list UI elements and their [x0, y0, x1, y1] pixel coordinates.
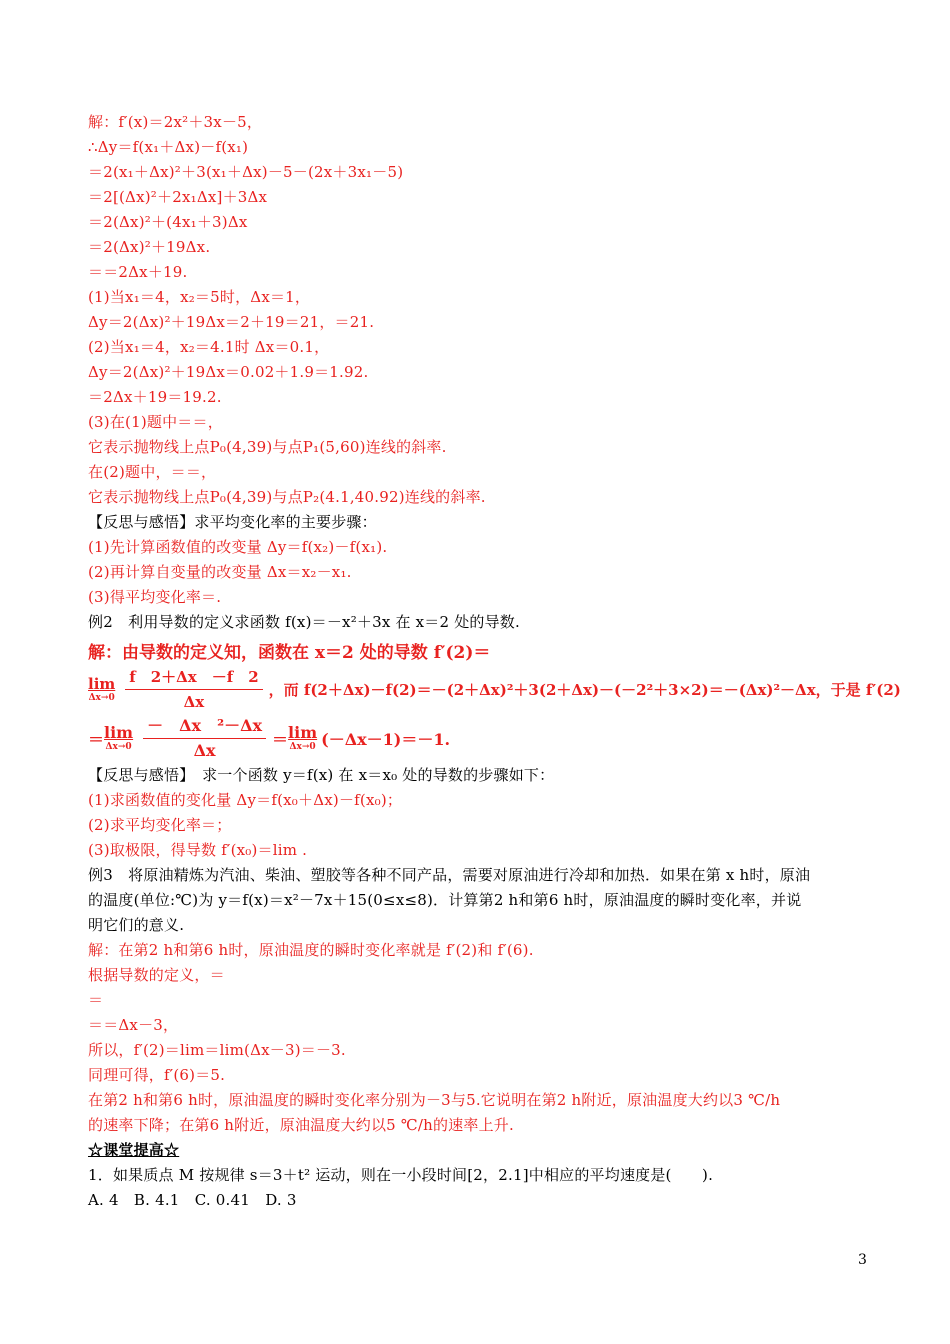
example3-solution-line: ＝＝Δx－3，: [88, 1016, 179, 1034]
example2-tail: (－Δx－1)＝－1.: [321, 729, 451, 749]
example3-solution-line: 在第2 h和第6 h时，原油温度的瞬时变化率分别为－3与5.它说明在第2 h附近，原油温度大约以3 ℃/h: [88, 1091, 781, 1109]
example3-solution-line: 根据导数的定义，＝: [88, 966, 225, 984]
example3-solution-line: 的速率下降；在第6 h附近，原油温度大约以5 ℃/h的速率上升.: [88, 1116, 514, 1134]
simplified-quotient: [143, 716, 266, 761]
solution-line: 在(2)题中，＝＝，: [88, 463, 217, 481]
question-text: 1．如果质点 M 按规律 s＝3＋t² 运动，则在一小段时间[2，2.1]中相应的平均速度是( ).: [88, 1166, 714, 1184]
lim-word: lim: [88, 675, 116, 693]
example3-question: 明它们的意义.: [88, 916, 185, 934]
solution-line: ＝2(Δx)²＋(4x₁＋3)Δx: [88, 213, 248, 231]
example3-question: 的温度(单位:℃)为 y＝f(x)＝x²－7x＋15(0≤x≤8)．计算第2 h和第6 h时，原油温度的瞬时变化率，并说: [88, 891, 802, 909]
example3-solution-line: 解：在第2 h和第6 h时，原油温度的瞬时变化率就是 f′(2)和 f′(6).: [88, 941, 534, 959]
equals-sign: ＝: [88, 729, 105, 749]
solution-line: 解：f′(x)＝2x²＋3x－5，: [88, 113, 263, 131]
solution-line: ＝＝2Δx＋19.: [88, 263, 188, 281]
example3-solution-line: ＝: [88, 991, 104, 1009]
solution-line: (1)当x₁＝4，x₂＝5时，Δx＝1，: [88, 288, 311, 306]
example3-solution-line: 同理可得，f′(6)＝5.: [88, 1066, 226, 1084]
fraction-numerator: － Δx ²－Δx: [143, 716, 266, 739]
lim-subscript: Δx→0: [105, 742, 132, 752]
fraction-numerator: f 2＋Δx －f 2: [125, 667, 262, 690]
reflection-step: (3)取极限，得导数 f′(x₀)＝lim .: [88, 841, 308, 859]
reflection-step: (2)求平均变化率＝；: [88, 816, 232, 834]
example2-mid-text: ，而 f(2＋Δx)－f(2)＝－(2＋Δx)²＋3(2＋Δx)－(－2²＋3×2)＝－(Δx)²－Δx，于是 f′(2): [268, 680, 901, 699]
reflection-step: (1)先计算函数值的改变量 Δy＝f(x₂)－f(x₁).: [88, 538, 388, 556]
limit-symbol: [104, 724, 133, 752]
example2-question: 例2 利用导数的定义求函数 f(x)＝－x²＋3x 在 x＝2 处的导数.: [88, 613, 520, 631]
lim-subscript: Δx→0: [289, 742, 316, 752]
reflection-step: (3)得平均变化率＝.: [88, 588, 222, 606]
solution-line: Δy＝2(Δx)²＋19Δx＝0.02＋1.9＝1.92.: [88, 363, 369, 381]
example2-solution-head-text: 解：由导数的定义知，函数在 x＝2 处的导数 f′(2)＝: [88, 642, 491, 663]
lim-subscript: Δx→0: [88, 693, 115, 703]
solution-line: ＝2(x₁＋Δx)²＋3(x₁＋Δx)－5－(2x＋3x₁－5): [88, 163, 404, 181]
difference-quotient: [125, 667, 262, 712]
fraction-denominator: Δx: [193, 740, 216, 760]
reflection-step: (2)再计算自变量的改变量 Δx＝x₂－x₁.: [88, 563, 352, 581]
reflection-step: (1)求函数值的变化量 Δy＝f(x₀＋Δx)－f(x₀)；: [88, 791, 403, 809]
solution-line: (2)当x₁＝4，x₂＝4.1时 Δx＝0.1，: [88, 338, 330, 356]
solution-line: ∴Δy＝f(x₁＋Δx)－f(x₁): [88, 138, 249, 156]
solution-line: (3)在(1)题中＝＝，: [88, 413, 223, 431]
example3-solution-line: 所以，f′(2)＝lim＝lim(Δx－3)＝－3.: [88, 1041, 346, 1059]
fraction-denominator: Δx: [183, 692, 205, 711]
page-number: 3: [858, 1252, 867, 1268]
solution-line: ＝2(Δx)²＋19Δx.: [88, 238, 211, 256]
example3-question: 例3 将原油精炼为汽油、柴油、塑胶等各种不同产品，需要对原油进行冷却和加热．如果在第 x h时，原油: [88, 866, 811, 884]
question-options: A. 4 B. 4.1 C. 0.41 D. 3: [88, 1191, 297, 1209]
page-content: [88, 110, 901, 1213]
limit-symbol: [88, 675, 115, 703]
lim-word: lim: [288, 723, 318, 742]
example2-result-line: [88, 713, 878, 763]
example2-solution-head: [88, 635, 878, 665]
lim-word: lim: [104, 723, 134, 742]
solution-line: ＝2[(Δx)²＋2x₁Δx]＋3Δx: [88, 188, 268, 206]
limit-symbol: [288, 724, 317, 752]
solution-line: 它表示抛物线上点P₀(4,39)与点P₂(4.1,40.92)连线的斜率.: [88, 488, 486, 506]
section-title: ☆课堂提高☆: [88, 1141, 180, 1159]
solution-line: ＝2Δx＋19＝19.2.: [88, 388, 222, 406]
equals-sign: ＝: [272, 729, 289, 749]
example2-limit-line: [88, 665, 901, 713]
reflection-title: 【反思与感悟】 求一个函数 y＝f(x) 在 x＝x₀ 处的导数的步骤如下：: [88, 766, 555, 784]
solution-line: Δy＝2(Δx)²＋19Δx＝2＋19＝21，＝21.: [88, 313, 375, 331]
solution-line: 它表示抛物线上点P₀(4,39)与点P₁(5,60)连线的斜率.: [88, 438, 447, 456]
reflection-title: 【反思与感悟】求平均变化率的主要步骤：: [88, 513, 377, 531]
